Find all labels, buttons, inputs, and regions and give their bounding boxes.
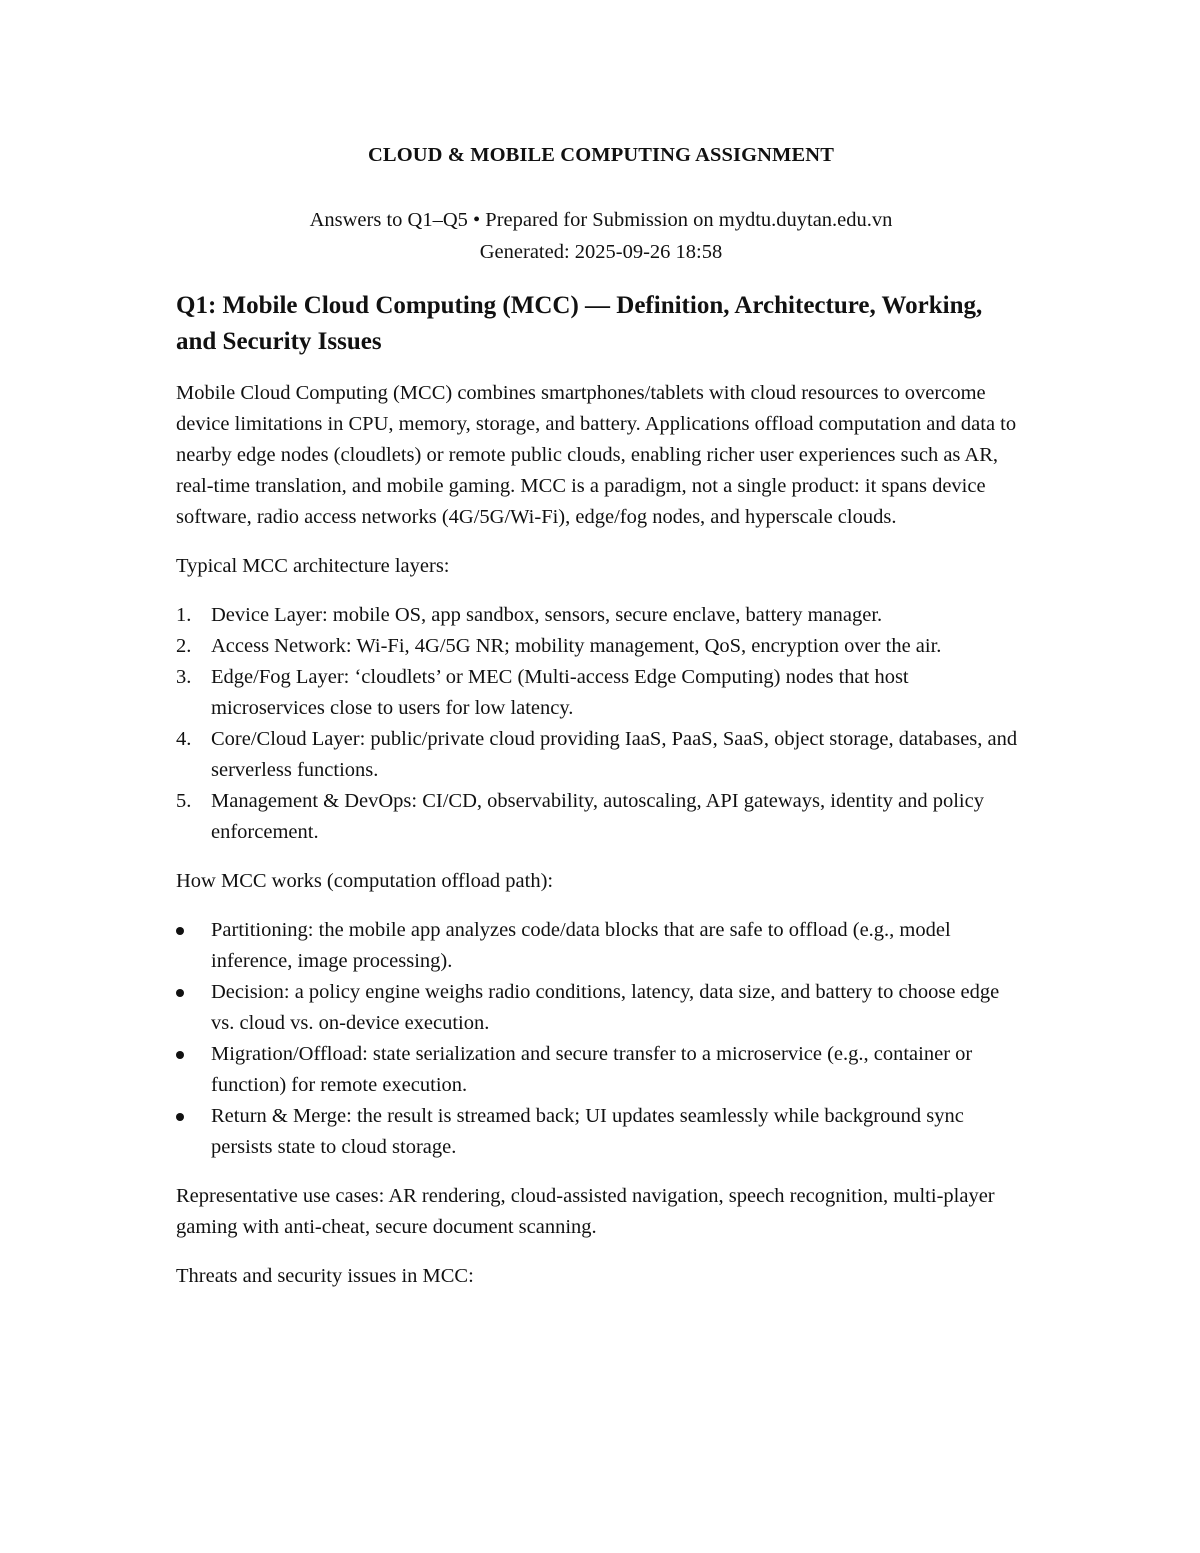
list-item-text: Edge/Fog Layer: ‘cloudlets’ or MEC (Multi-access Edge Computing) nodes that host microservices close to users for low latency. [211,666,909,719]
bullet-icon [176,927,184,935]
list-number: 3. [176,666,192,688]
list-item-text: Migration/Offload: state serialization and secure transfer to a microservice (e.g., container or function) for remote execution. [211,1043,973,1096]
subtitle-submission-line: Answers to Q1–Q5 • Prepared for Submission on mydtu.duytan.edu.vn [309,209,893,231]
list-item [176,662,1026,724]
document-content [176,140,1026,1292]
intro-paragraph: Mobile Cloud Computing (MCC) combines smartphones/tablets with cloud resources to overcome device limitations in CPU, memory, storage, and battery. Applications offload computation and data to nearby edge nodes (cloudlets) or remote public clouds, enabling richer user experiences such as AR, real-time translation, and mobile gaming. MCC is a paradigm, not a single product: it spans device software, radio access networks (4G/5G/Wi-Fi), edge/fog nodes, and hyperscale clouds. [176,382,1017,528]
list-item-text: Partitioning: the mobile app analyzes code/data blocks that are safe to offload (e.g., model inference, image processing). [211,919,951,972]
offload-steps-list [176,915,1026,1163]
subtitle-generated-line: Generated: 2025-09-26 18:58 [479,241,723,263]
list-item [176,1039,1026,1101]
list-item [176,915,1026,977]
list-item-text: Decision: a policy engine weighs radio conditions, latency, data size, and battery to choose edge vs. cloud vs. on-device execution. [211,981,1000,1034]
list-item-text: Access Network: Wi-Fi, 4G/5G NR; mobility management, QoS, encryption over the air. [211,635,942,657]
works-intro: How MCC works (computation offload path): [176,870,554,892]
list-number: 2. [176,635,192,657]
list-item-text: Device Layer: mobile OS, app sandbox, sensors, secure enclave, battery manager. [211,604,883,626]
bullet-icon [176,989,184,997]
threats-intro: Threats and security issues in MCC: [176,1265,474,1287]
list-item [176,600,1026,631]
list-item [176,786,1026,848]
list-item-text: Core/Cloud Layer: public/private cloud providing IaaS, PaaS, SaaS, object storage, databases, and serverless functions. [211,728,1018,781]
bullet-icon [176,1051,184,1059]
list-number: 4. [176,728,192,750]
use-cases-paragraph: Representative use cases: AR rendering, cloud-assisted navigation, speech recognition, multi-player gaming with anti-cheat, secure document scanning. [176,1185,995,1238]
list-item-text: Management & DevOps: CI/CD, observability, autoscaling, API gateways, identity and policy enforcement. [211,790,984,843]
list-item [176,724,1026,786]
architecture-layers-list [176,600,1026,848]
document-title: CLOUD & MOBILE COMPUTING ASSIGNMENT [368,144,834,166]
list-number: 5. [176,790,192,812]
list-item [176,631,1026,662]
document-subtitle [176,204,1026,268]
list-item [176,977,1026,1039]
list-item [176,1101,1026,1163]
section-heading-q1: Q1: Mobile Cloud Computing (MCC) — Definition, Architecture, Working, and Security Issues [176,292,983,355]
list-item-text: Return & Merge: the result is streamed back; UI updates seamlessly while background sync persists state to cloud storage. [211,1105,964,1158]
architecture-intro: Typical MCC architecture layers: [176,555,450,577]
list-number: 1. [176,604,192,626]
bullet-icon [176,1113,184,1121]
